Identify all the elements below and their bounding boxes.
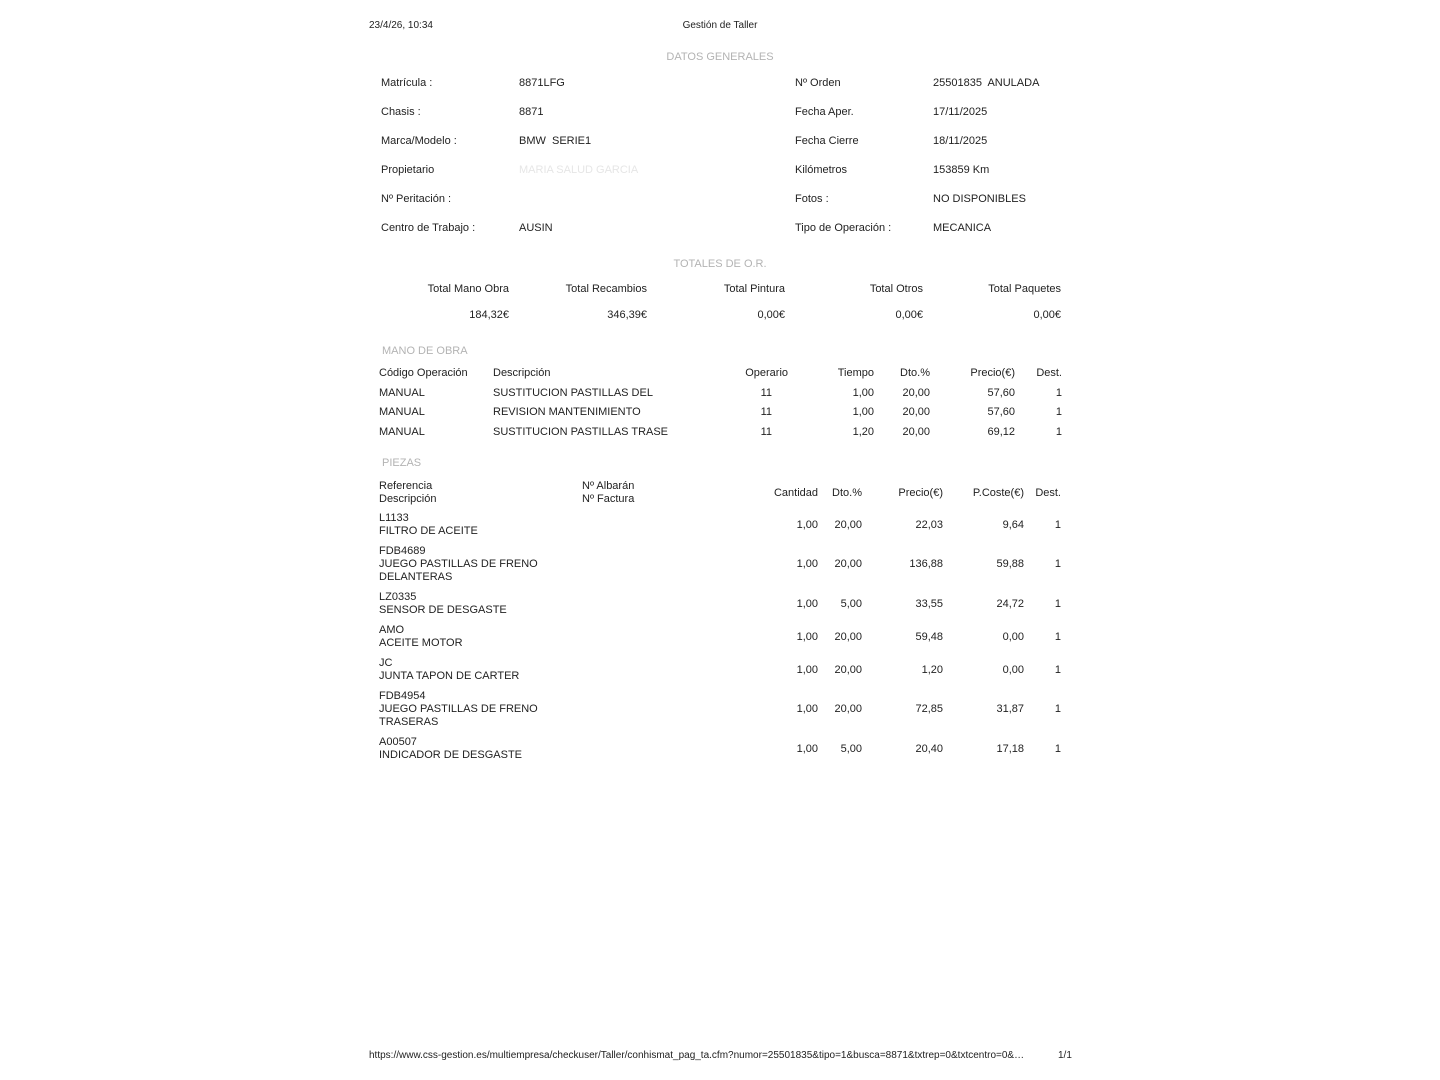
orden-label: Nº Orden — [795, 77, 841, 89]
col-descripcion: Descripción — [493, 367, 551, 379]
cell-dto: 20,00 — [834, 703, 862, 715]
cell-descripcion: INDICADOR DE DESGASTE — [379, 748, 523, 761]
cell-precio: 33,55 — [915, 597, 943, 610]
cell-albaran — [582, 686, 732, 732]
cell-precio: 20,40 — [915, 742, 943, 755]
marca-modelo-label: Marca/Modelo : — [381, 135, 457, 147]
col-operario: Operario — [745, 367, 788, 379]
cell-coste: 24,72 — [996, 597, 1024, 610]
cell-cantidad: 1,00 — [796, 663, 818, 676]
fotos-value: NO DISPONIBLES — [933, 193, 1026, 205]
col-precio: Precio(€) — [970, 367, 1015, 379]
col-dto: Dto.% — [832, 487, 862, 499]
cell-tiempo: 1,00 — [852, 406, 874, 419]
cell-descripcion: JUEGO PASTILLAS DE FRENO TRASERAS — [379, 702, 538, 728]
col-descripcion: Descripción — [379, 493, 437, 505]
cell-descripcion: FILTRO DE ACEITE — [379, 524, 478, 537]
tipo-operacion-value: MECANICA — [933, 222, 992, 234]
cell-descripcion: JUNTA TAPON DE CARTER — [379, 669, 520, 682]
cell-descripcion: JUEGO PASTILLAS DE FRENO DELANTERAS — [379, 557, 538, 583]
cell-coste: 59,88 — [996, 558, 1024, 570]
col-factura: Nº Factura — [582, 493, 635, 505]
total-mano-obra-value: 184,32€ — [469, 309, 509, 321]
piezas-header-row — [379, 478, 1061, 508]
cell-coste: 0,00 — [1002, 630, 1024, 643]
table-row — [379, 383, 1062, 403]
cell-coste: 17,18 — [996, 742, 1024, 755]
footer-url: https://www.css-gestion.es/multiempresa/checkuser/Taller/conhismat_pag_ta.cfm?numor=25501835&tipo=1&busca=8871&txtrep=0&txtcentro=0&… — [369, 1050, 1025, 1061]
cell-dest: 1 — [1054, 630, 1061, 643]
cell-cantidad: 1,00 — [796, 703, 818, 715]
total-otros-value: 0,00€ — [895, 309, 923, 321]
cell-albaran — [582, 653, 732, 686]
cell-referencia: FDB4689 — [379, 544, 426, 557]
cell-referencia: JC — [379, 656, 393, 669]
cell-albaran — [582, 620, 732, 653]
fecha-apertura-label: Fecha Aper. — [795, 106, 854, 118]
matricula-label: Matrícula : — [381, 77, 433, 89]
cell-coste: 0,00 — [1002, 663, 1024, 676]
tipo-operacion-label: Tipo de Operación : — [795, 222, 892, 234]
cell-precio: 22,03 — [915, 518, 943, 531]
total-mano-obra-label: Total Mano Obra — [427, 283, 509, 295]
mano-obra-title: MANO DE OBRA — [382, 345, 468, 357]
total-otros-label: Total Otros — [869, 283, 923, 295]
cell-dto: 20,00 — [834, 518, 862, 531]
col-dto: Dto.% — [900, 367, 930, 379]
cell-dest: 1 — [1055, 406, 1062, 419]
cell-coste: 9,64 — [1002, 518, 1024, 531]
print-datetime: 23/4/26, 10:34 — [369, 20, 433, 31]
fecha-cierre-label: Fecha Cierre — [795, 135, 859, 147]
cell-descripcion: SUSTITUCION PASTILLAS DEL — [493, 386, 653, 399]
cell-dest: 1 — [1054, 663, 1061, 676]
cell-codigo: MANUAL — [379, 386, 425, 399]
table-row — [379, 587, 1061, 620]
table-row — [379, 541, 1061, 587]
cell-tiempo: 1,20 — [852, 425, 874, 438]
table-row — [379, 508, 1061, 541]
cell-cantidad: 1,00 — [796, 597, 818, 610]
footer-page-number: 1/1 — [1058, 1050, 1072, 1061]
total-pintura-label: Total Pintura — [723, 283, 785, 295]
cell-dto: 20,00 — [902, 386, 930, 399]
col-codigo-operacion: Código Operación — [379, 367, 468, 379]
cell-albaran — [582, 587, 732, 620]
cell-descripcion: REVISION MANTENIMIENTO — [493, 406, 641, 419]
cell-cantidad: 1,00 — [796, 742, 818, 755]
cell-precio: 1,20 — [921, 663, 943, 676]
cell-dto: 20,00 — [902, 425, 930, 438]
cell-precio: 136,88 — [909, 558, 943, 570]
col-coste: P.Coste(€) — [972, 487, 1024, 499]
cell-coste: 31,87 — [996, 703, 1024, 715]
cell-dto: 5,00 — [840, 597, 862, 610]
cell-operario: 11 — [760, 406, 772, 419]
totales-title: TOTALES DE O.R. — [673, 258, 767, 270]
cell-codigo: MANUAL — [379, 425, 425, 438]
kilometros-label: Kilómetros — [795, 164, 847, 176]
cell-dest: 1 — [1055, 386, 1062, 399]
cell-descripcion: SENSOR DE DESGASTE — [379, 603, 507, 616]
marca-modelo-value: BMW SERIE1 — [519, 135, 592, 147]
mano-obra-header-row — [379, 363, 1062, 383]
cell-descripcion: ACEITE MOTOR — [379, 636, 463, 649]
fotos-label: Fotos : — [795, 193, 829, 205]
col-referencia: Referencia — [379, 480, 433, 492]
cell-cantidad: 1,00 — [796, 558, 818, 570]
cell-codigo: MANUAL — [379, 406, 425, 419]
cell-cantidad: 1,00 — [796, 518, 818, 531]
cell-precio: 57,60 — [987, 406, 1015, 419]
propietario-label: Propietario — [381, 164, 435, 176]
cell-dest: 1 — [1054, 518, 1061, 531]
cell-cantidad: 1,00 — [796, 630, 818, 643]
cell-referencia: FDB4954 — [379, 689, 426, 702]
cell-dto: 20,00 — [834, 630, 862, 643]
cell-precio: 57,60 — [987, 386, 1015, 399]
cell-albaran — [582, 541, 732, 587]
cell-referencia: LZ0335 — [379, 590, 417, 603]
matricula-value: 8871LFG — [519, 77, 565, 89]
piezas-title: PIEZAS — [382, 457, 422, 469]
cell-dto: 20,00 — [834, 663, 862, 676]
cell-dto: 5,00 — [840, 742, 862, 755]
cell-albaran — [582, 732, 732, 765]
cell-referencia: AMO — [379, 623, 405, 636]
table-row — [379, 732, 1061, 765]
cell-precio: 69,12 — [987, 425, 1015, 438]
page-title: Gestión de Taller — [682, 20, 758, 31]
col-tiempo: Tiempo — [837, 367, 874, 379]
col-albaran: Nº Albarán — [582, 480, 635, 492]
cell-albaran — [582, 508, 732, 541]
centro-trabajo-label: Centro de Trabajo : — [381, 222, 476, 234]
mano-obra-table — [379, 363, 1062, 442]
cell-dest: 1 — [1054, 703, 1061, 715]
total-recambios-label: Total Recambios — [565, 283, 647, 295]
propietario-value: MARIA SALUD GARCIA — [519, 164, 639, 176]
peritacion-label: Nº Peritación : — [381, 193, 452, 205]
col-precio: Precio(€) — [898, 487, 943, 499]
chasis-label: Chasis : — [381, 106, 421, 118]
cell-dto: 20,00 — [902, 406, 930, 419]
fecha-cierre-value: 18/11/2025 — [933, 135, 988, 147]
cell-tiempo: 1,00 — [852, 386, 874, 399]
cell-dest: 1 — [1054, 597, 1061, 610]
table-row — [379, 653, 1061, 686]
orden-value: 25501835 ANULADA — [933, 77, 1040, 89]
chasis-value: 8871 — [519, 106, 544, 118]
col-dest: Dest. — [1035, 487, 1061, 499]
cell-precio: 59,48 — [915, 630, 943, 643]
cell-dest: 1 — [1054, 558, 1061, 570]
fecha-apertura-value: 17/11/2025 — [933, 106, 988, 118]
datos-generales-title: DATOS GENERALES — [666, 51, 774, 63]
total-paquetes-label: Total Paquetes — [988, 283, 1061, 295]
cell-descripcion: SUSTITUCION PASTILLAS TRASE — [493, 425, 669, 438]
cell-dest: 1 — [1054, 742, 1061, 755]
col-cantidad: Cantidad — [773, 487, 818, 499]
cell-referencia: L1133 — [379, 511, 409, 524]
cell-dest: 1 — [1055, 425, 1062, 438]
total-pintura-value: 0,00€ — [757, 309, 785, 321]
table-row — [379, 686, 1061, 732]
cell-referencia: A00507 — [379, 735, 417, 748]
total-paquetes-value: 0,00€ — [1033, 309, 1061, 321]
centro-trabajo-value: AUSIN — [519, 222, 553, 234]
kilometros-value: 153859 Km — [933, 164, 990, 176]
table-row — [379, 422, 1062, 442]
cell-precio: 72,85 — [915, 703, 943, 715]
table-row — [379, 403, 1062, 423]
cell-dto: 20,00 — [834, 558, 862, 570]
col-dest: Dest. — [1036, 367, 1062, 379]
cell-operario: 11 — [760, 386, 772, 399]
total-recambios-value: 346,39€ — [607, 309, 647, 321]
table-row — [379, 620, 1061, 653]
cell-operario: 11 — [760, 425, 772, 438]
piezas-table — [379, 478, 1061, 765]
